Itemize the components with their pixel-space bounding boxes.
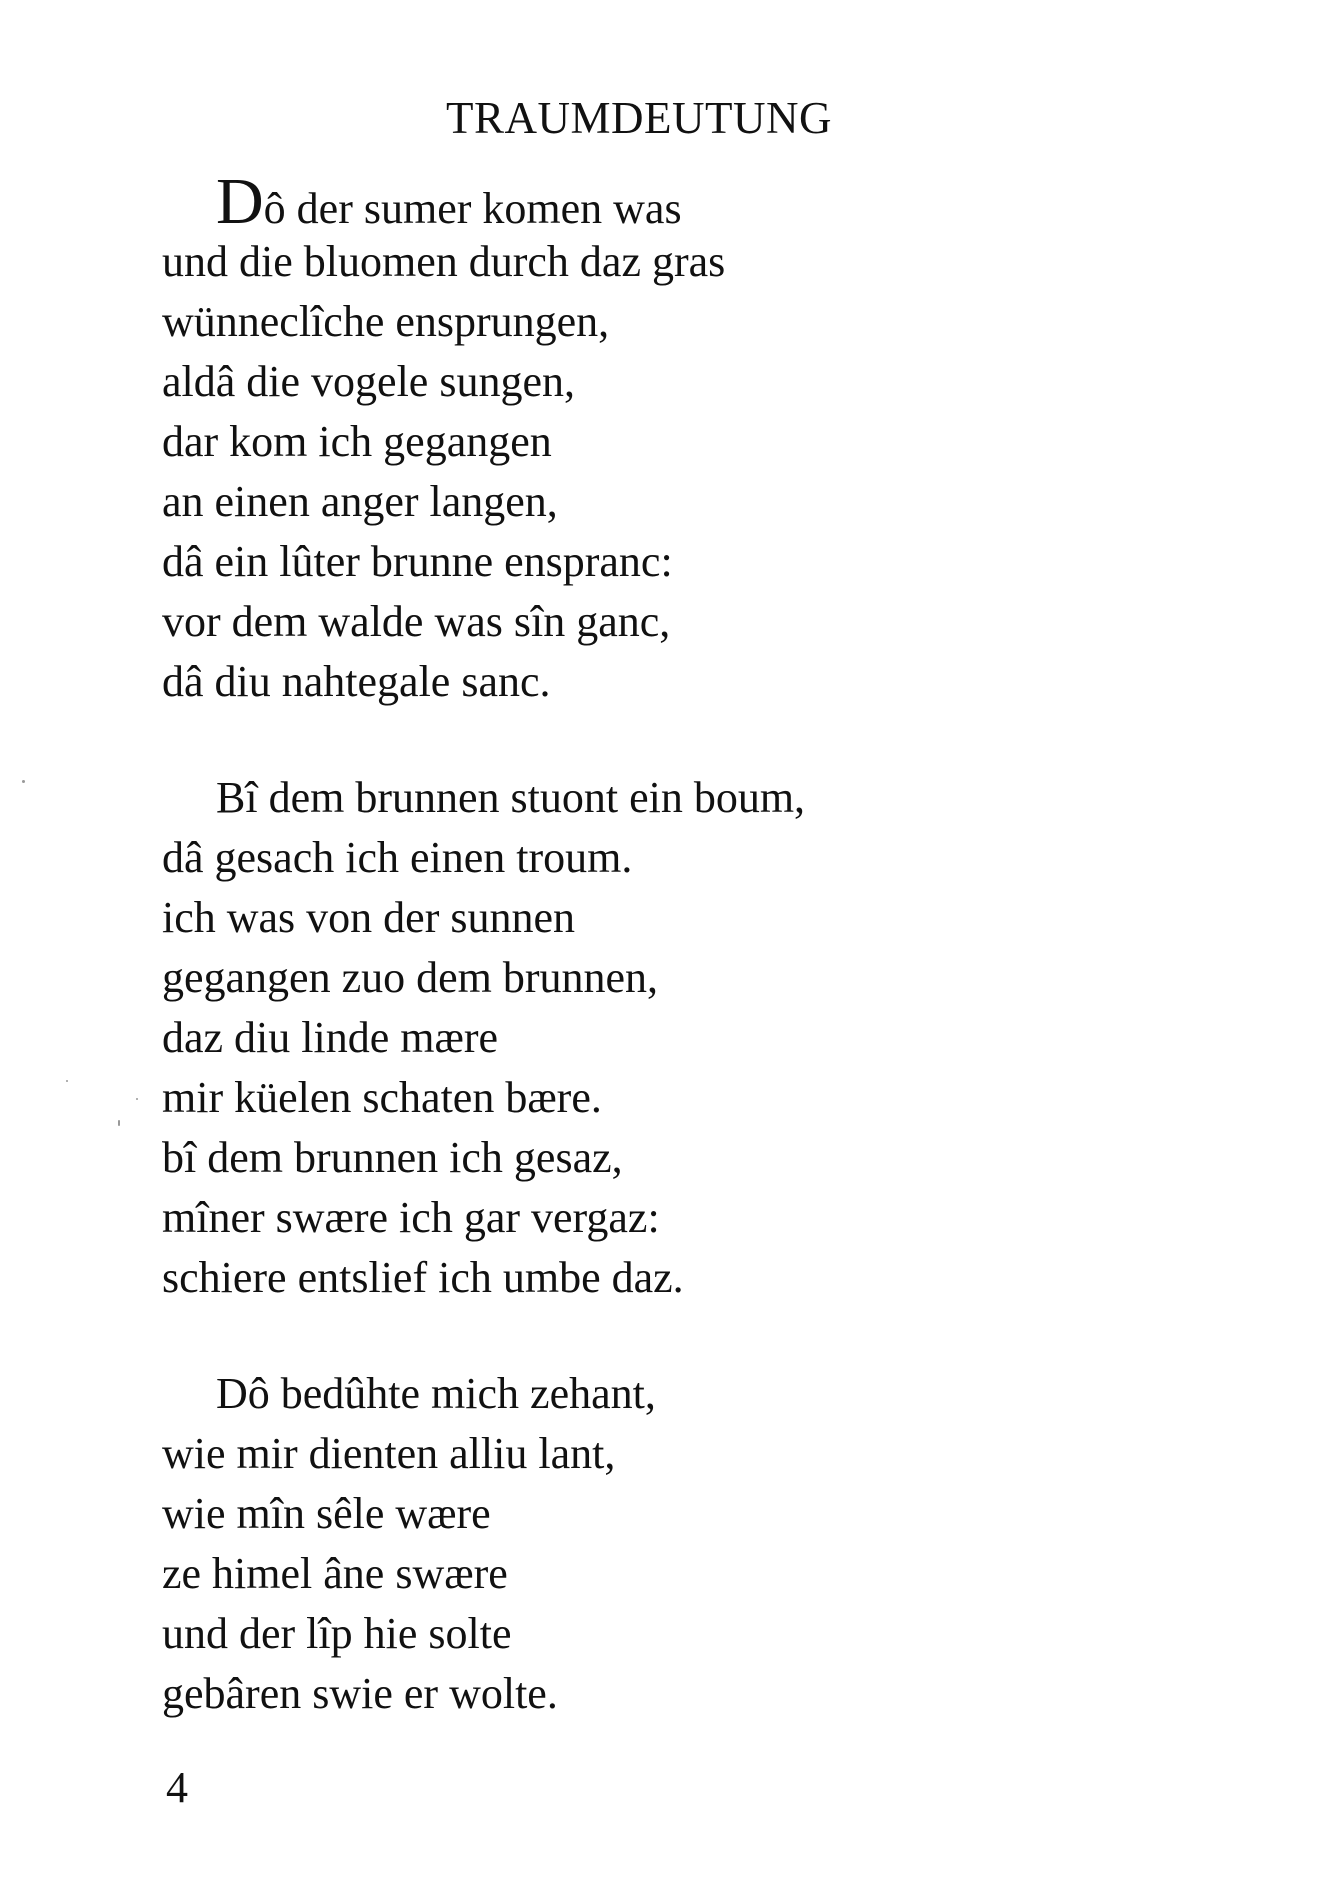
verse-line: bî dem brunnen ich gesaz, xyxy=(162,1133,623,1182)
scan-speck xyxy=(136,1098,138,1100)
verse-line: dâ gesach ich einen troum. xyxy=(162,833,633,882)
verse-line: wünneclîche ensprungen, xyxy=(162,297,610,346)
verse-line: dar kom ich gegangen xyxy=(162,417,552,466)
scan-speck xyxy=(22,780,25,783)
stanza-1-first-line xyxy=(162,165,1162,238)
verse-line: wie mir dienten alliu lant, xyxy=(162,1429,616,1478)
verse-line: schiere entslief ich umbe daz. xyxy=(162,1253,684,1302)
verse-line: dâ ein lûter brunne enspranc: xyxy=(162,537,673,586)
verse-line: ich was von der sunnen xyxy=(162,893,576,942)
verse-line: mir küelen schaten bære. xyxy=(162,1073,602,1122)
verse-line: und der lîp hie solte xyxy=(162,1609,512,1658)
scan-speck xyxy=(118,1120,120,1126)
verse-line: vor dem walde was sîn ganc, xyxy=(162,597,671,646)
page-title: TRAUMDEUTUNG xyxy=(446,93,832,143)
stanza-3-first-line: Dô bedûhte mich zehant, xyxy=(216,1369,656,1418)
stanza-1 xyxy=(162,165,1162,712)
page-number: 4 xyxy=(166,1763,188,1812)
stanza-2 xyxy=(162,768,1162,1308)
verse-line: daz diu linde mære xyxy=(162,1013,499,1062)
verse-line: wie mîn sêle wære xyxy=(162,1489,491,1538)
stanza-2-first-line: Bî dem brunnen stuont ein boum, xyxy=(216,773,806,822)
initial-letter: D xyxy=(216,165,264,238)
verse-line: und die bluomen durch daz gras xyxy=(162,237,726,286)
verse-line: gebâren swie er wolte. xyxy=(162,1669,558,1718)
verse-line: aldâ die vogele sungen, xyxy=(162,357,575,406)
verse-line: gegangen zuo dem brunnen, xyxy=(162,953,659,1002)
stanza-3 xyxy=(162,1364,1162,1724)
first-line-rest: ô der sumer komen was xyxy=(263,184,682,233)
verse-line: ze himel âne swære xyxy=(162,1549,508,1598)
verse-line: an einen anger langen, xyxy=(162,477,558,526)
scan-speck xyxy=(66,1080,68,1082)
verse-line: dâ diu nahtegale sanc. xyxy=(162,657,551,706)
verse-line: mîner swære ich gar vergaz: xyxy=(162,1193,660,1242)
